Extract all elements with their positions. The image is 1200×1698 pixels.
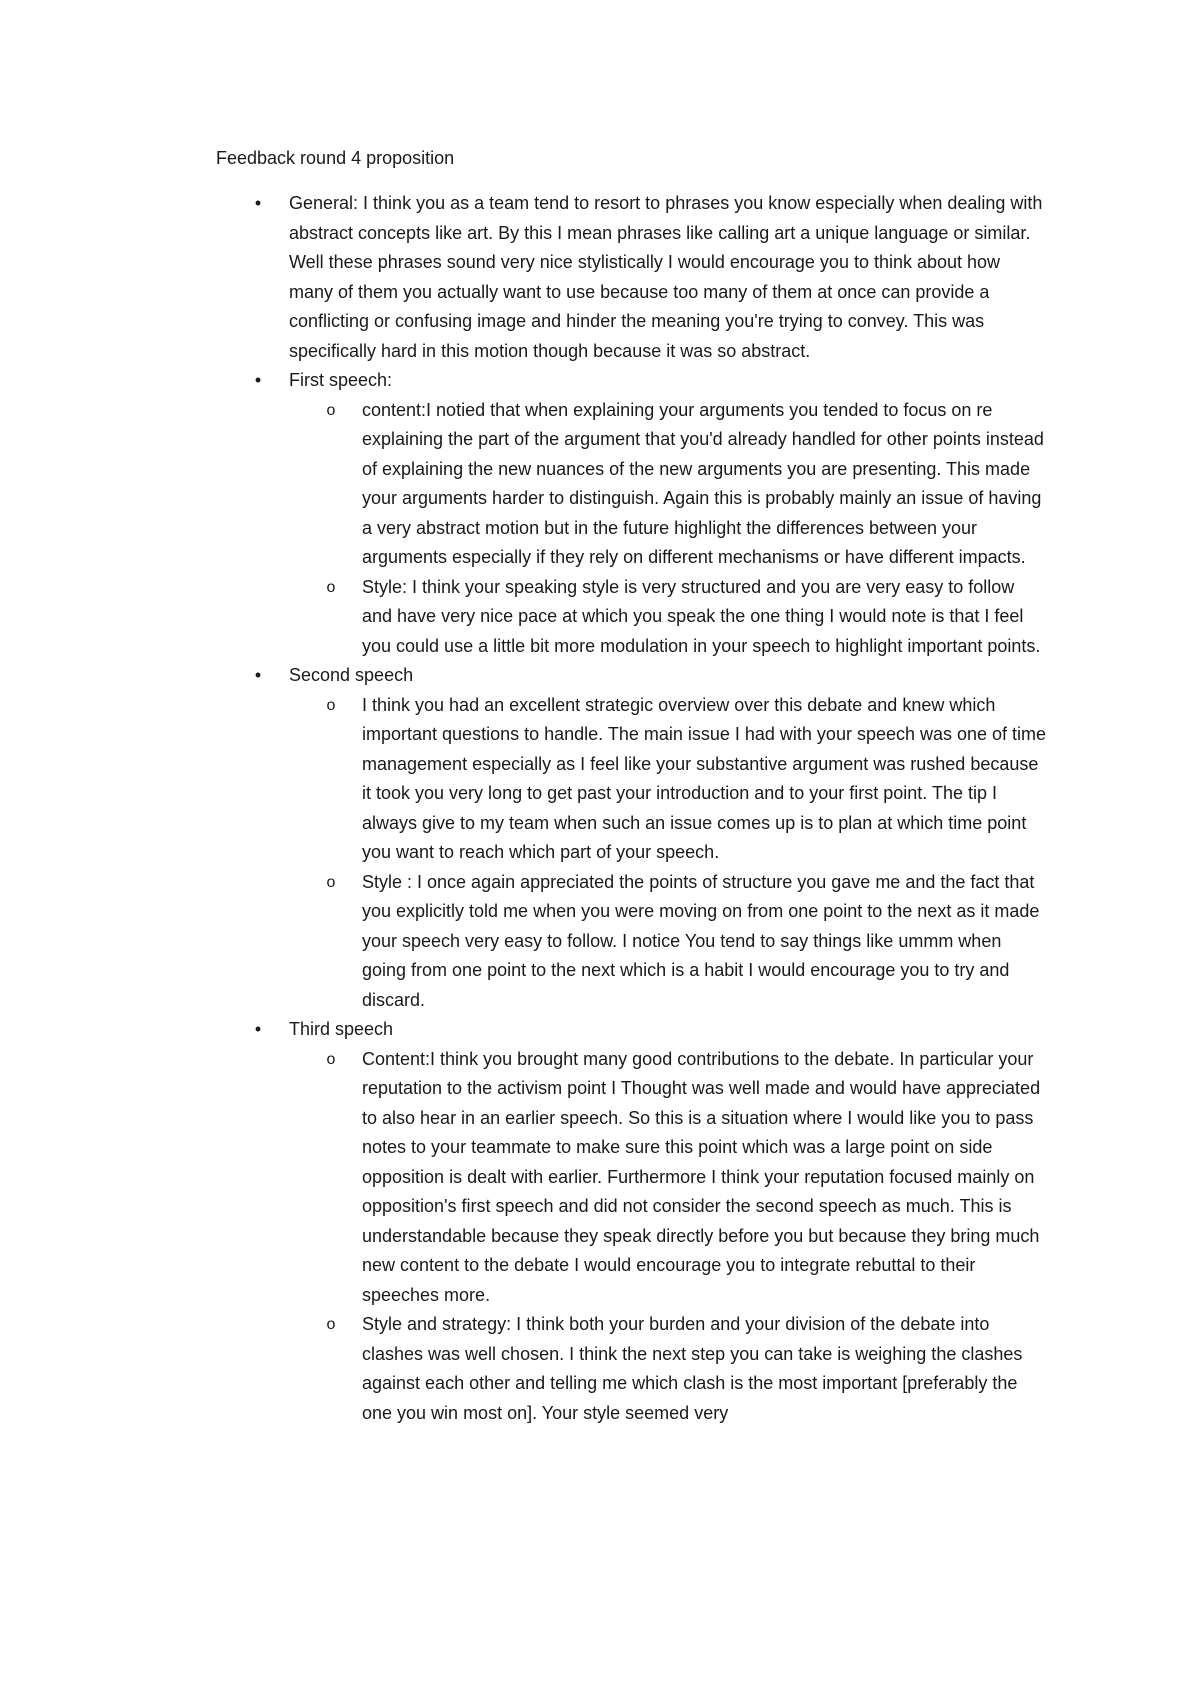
sub-list-item: [326, 573, 1049, 662]
sub-list: [289, 1045, 1049, 1429]
sub-list-item-text: Style : I once again appreciated the points of structure you gave me and the fact that you explicitly told me when you were moving on from one point to the next as it made your speech very easy to follow. I notice You tend to say things like ummm when going from one point to the next which is a habit I would encourage you to try and discard.: [362, 871, 1040, 1010]
list-item-first-speech: [254, 366, 1049, 661]
bullet-icon: •: [254, 193, 262, 213]
list-item-general: [254, 189, 1049, 366]
sub-bullet-icon: o: [326, 696, 336, 714]
sub-list-item: [326, 868, 1049, 1016]
sub-list-item-text: Style: I think your speaking style is very structured and you are very easy to follow and have very nice pace at which you speak the one thing I would note is that I feel you could use a little bit more modulation in your speech to highlight important points.: [362, 576, 1041, 656]
sub-list-item: [326, 1310, 1049, 1428]
feedback-list: [254, 189, 1049, 1428]
sub-list-item-text: Content:I think you brought many good contributions to the debate. In particular your reputation to the activism point I Thought was well made and would have appreciated to also hear in an earlier speech. So this is a situation where I would like you to pass notes to your teammate to make sure this point which was a large point on side opposition is dealt with earlier. Furthermore I think your reputation focused mainly on opposition's first speech and did not consider the second speech as much. This is understandable because they speak directly before you but because they bring much new content to the debate I would encourage you to integrate rebuttal to their speeches more.: [362, 1048, 1041, 1305]
document-title: Feedback round 4 proposition: [216, 148, 455, 168]
list-item-text: Second speech: [289, 665, 414, 685]
sub-bullet-icon: o: [326, 578, 336, 596]
sub-bullet-icon: o: [326, 873, 336, 891]
list-item-text: First speech:: [289, 370, 393, 390]
sub-list: [289, 691, 1049, 1016]
sub-list-item-text: I think you had an excellent strategic overview over this debate and knew which important questions to handle. The main issue I had with your speech was one of time management especially as I feel like your substantive argument was rushed because it took you very long to get past your introduction and to your first point. The tip I always give to my team when such an issue comes up is to plan at which time point you want to reach which part of your speech.: [362, 694, 1047, 862]
list-item-second-speech: [254, 661, 1049, 1015]
bullet-icon: •: [254, 370, 262, 390]
sub-list-item: [326, 691, 1049, 868]
sub-list-item-text: Style and strategy: I think both your burden and your division of the debate into clashes was well chosen. I think the next step you can take is weighing the clashes against each other and telling me which clash is the most important [preferably the one you win most on]. Your style seemed very: [362, 1314, 1023, 1423]
sub-list-item: [326, 1045, 1049, 1311]
bullet-icon: •: [254, 1019, 262, 1039]
sub-list: [289, 396, 1049, 662]
list-item-text: Third speech: [289, 1019, 394, 1039]
sub-list-item: [326, 396, 1049, 573]
bullet-icon: •: [254, 665, 262, 685]
sub-bullet-icon: o: [326, 1316, 336, 1333]
sub-bullet-icon: o: [326, 401, 336, 419]
sub-bullet-icon: o: [326, 1050, 336, 1068]
sub-list-item-text: content:I notied that when explaining your arguments you tended to focus on re explaining the part of the argument that you'd already handled for other points instead of explaining the new nuances of the new arguments you are presenting. This made your arguments harder to distinguish. Again this is probably mainly an issue of having a very abstract motion but in the future highlight the differences between your arguments especially if they rely on different mechanisms or have different impacts.: [362, 399, 1044, 567]
list-item-text: General: I think you as a team tend to resort to phrases you know especially when dealing with abstract concepts like art. By this I mean phrases like calling art a unique language or similar. Well these phrases sound very nice stylistically I would encourage you to think about how many of them you actually want to use because too many of them at once can provide a conflicting or confusing image and hinder the meaning you're trying to convey. This was specifically hard in this motion though because it was so abstract.: [289, 193, 1043, 361]
list-item-third-speech: [254, 1015, 1049, 1428]
